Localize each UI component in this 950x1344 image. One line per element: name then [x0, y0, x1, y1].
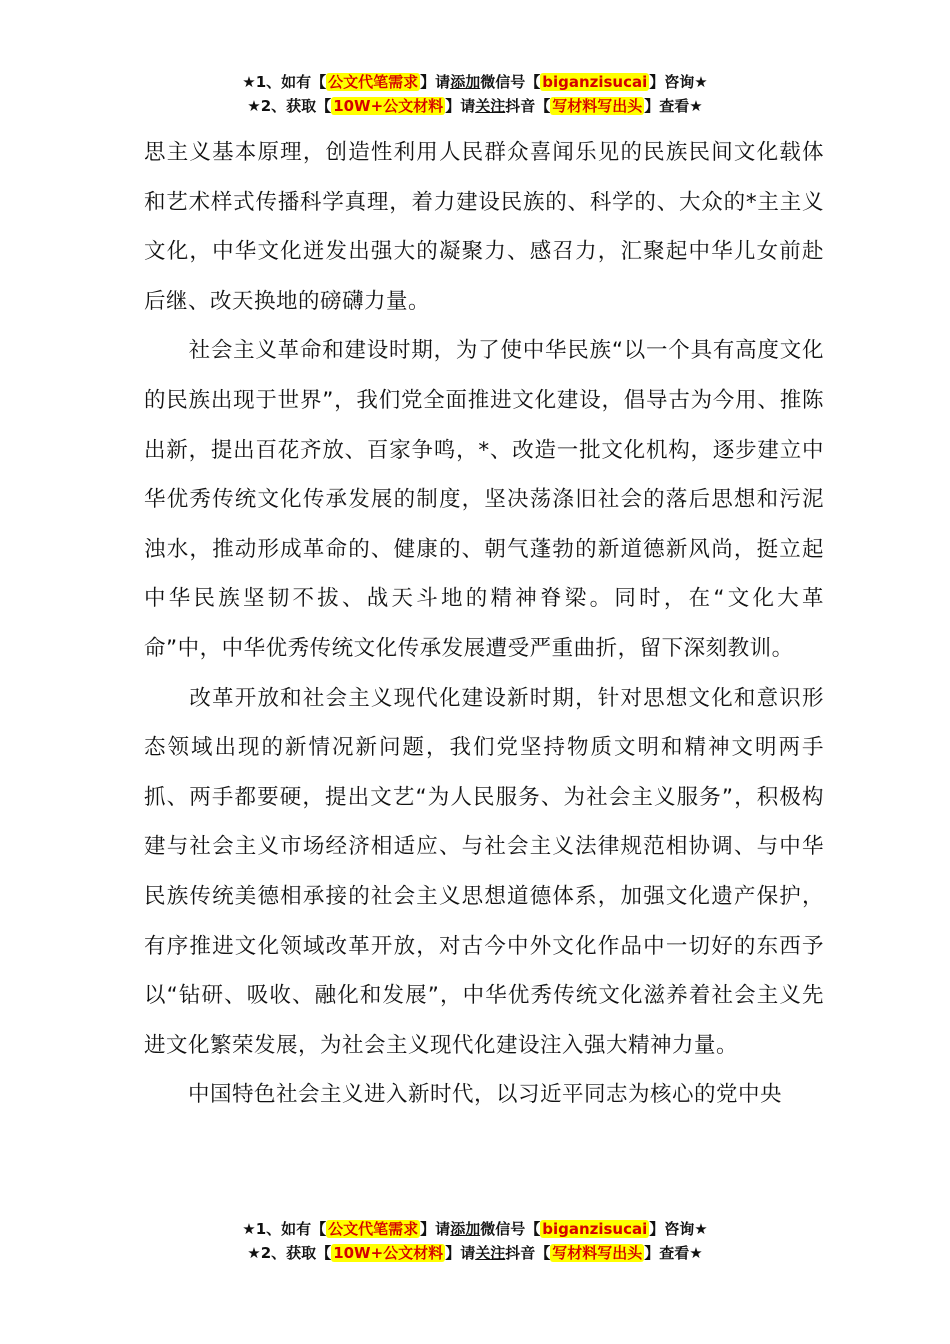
promo-text: 抖音【 — [505, 1244, 551, 1262]
promo-text: ★1、如有【 — [242, 73, 327, 91]
promo-text: ★2、获取【 — [247, 97, 332, 115]
promo-highlight: 公文代笔需求 — [328, 1220, 419, 1238]
promo-underlined: 关注 — [475, 97, 506, 115]
promo-text: 】请 — [445, 97, 476, 115]
promo-highlight-douyin: 写材料写出头 — [552, 1244, 643, 1262]
promo-text: 微信号【 — [480, 1220, 541, 1238]
body-paragraph: 中国特色社会主义进入新时代，以习近平同志为核心的党中央 — [188, 1082, 783, 1108]
promo-text: 抖音【 — [505, 97, 551, 115]
promo-line-1 — [0, 1217, 950, 1241]
promo-text: 】咨询★ — [649, 1220, 708, 1238]
body-paragraph: 社会主义革命和建设时期，为了使中华民族“以一个具有高度文化的民族出现于世界”，我们党全面推进文化建设，倡导古为今用、推陈出新，提出百花齐放、百家争鸣，*、改造一批文化机构，逐步建立中华优秀传统文化传承发展的制度，坚决荡涤旧社会的落后思想和污泥浊水，推动形成革命的、健康的、朝气蓬勃的新道德新风尚，挺立起中华民族坚韧不拔、战天斗地的精神脊梁。同时，在“文化大革命”中，中华优秀传统文化传承发展遭受严重曲折，留下深刻教训。 — [144, 338, 824, 661]
promo-text: 】请 — [420, 73, 451, 91]
promo-text: 】查看★ — [644, 97, 703, 115]
promo-text: 微信号【 — [480, 73, 541, 91]
body-paragraph: 改革开放和社会主义现代化建设新时期，针对思想文化和意识形态领域出现的新情况新问题，我们党坚持物质文明和精神文明两手抓、两手都要硬，提出文艺“为人民服务、为社会主义服务”，积极构建与社会主义市场经济相适应、与社会主义法律规范相协调、与中华民族传统美德相承接的社会主义思想道德体系，加强文化遗产保护，有序推进文化领域改革开放，对古今中外文化作品中一切好的东西予以“钻研、吸收、融化和发展”，中华优秀传统文化滋养着社会主义先进文化繁荣发展，为社会主义现代化建设注入强大精神力量。 — [144, 685, 824, 1058]
body-paragraph: 思主义基本原理，创造性利用人民群众喜闻乐见的民族民间文化载体和艺术样式传播科学真理，着力建设民族的、科学的、大众的*主主义文化，中华文化迸发出强大的凝聚力、感召力，汇聚起中华儿女前赴后继、改天换地的磅礴力量。 — [144, 140, 824, 314]
promo-text: ★2、获取【 — [247, 1244, 332, 1262]
promo-text: 】请 — [445, 1244, 476, 1262]
promo-underlined: 关注 — [475, 1244, 506, 1262]
promo-highlight-wechat: biganzisucai — [542, 1220, 648, 1238]
promo-line-2 — [0, 94, 950, 118]
promo-line-2 — [0, 1241, 950, 1265]
promo-highlight-wechat: biganzisucai — [542, 73, 648, 91]
promo-highlight: 10W+公文材料 — [333, 97, 444, 115]
promo-highlight: 10W+公文材料 — [333, 1244, 444, 1262]
promo-underlined: 添加 — [450, 73, 481, 91]
header-promo-banner — [0, 70, 950, 118]
promo-text: 】查看★ — [644, 1244, 703, 1262]
promo-underlined: 添加 — [450, 1220, 481, 1238]
promo-text: ★1、如有【 — [242, 1220, 327, 1238]
footer-promo-banner — [0, 1217, 950, 1265]
document-body — [144, 128, 824, 1120]
promo-text: 】请 — [420, 1220, 451, 1238]
promo-text: 】咨询★ — [649, 73, 708, 91]
promo-highlight-douyin: 写材料写出头 — [552, 97, 643, 115]
promo-line-1 — [0, 70, 950, 94]
promo-highlight: 公文代笔需求 — [328, 73, 419, 91]
